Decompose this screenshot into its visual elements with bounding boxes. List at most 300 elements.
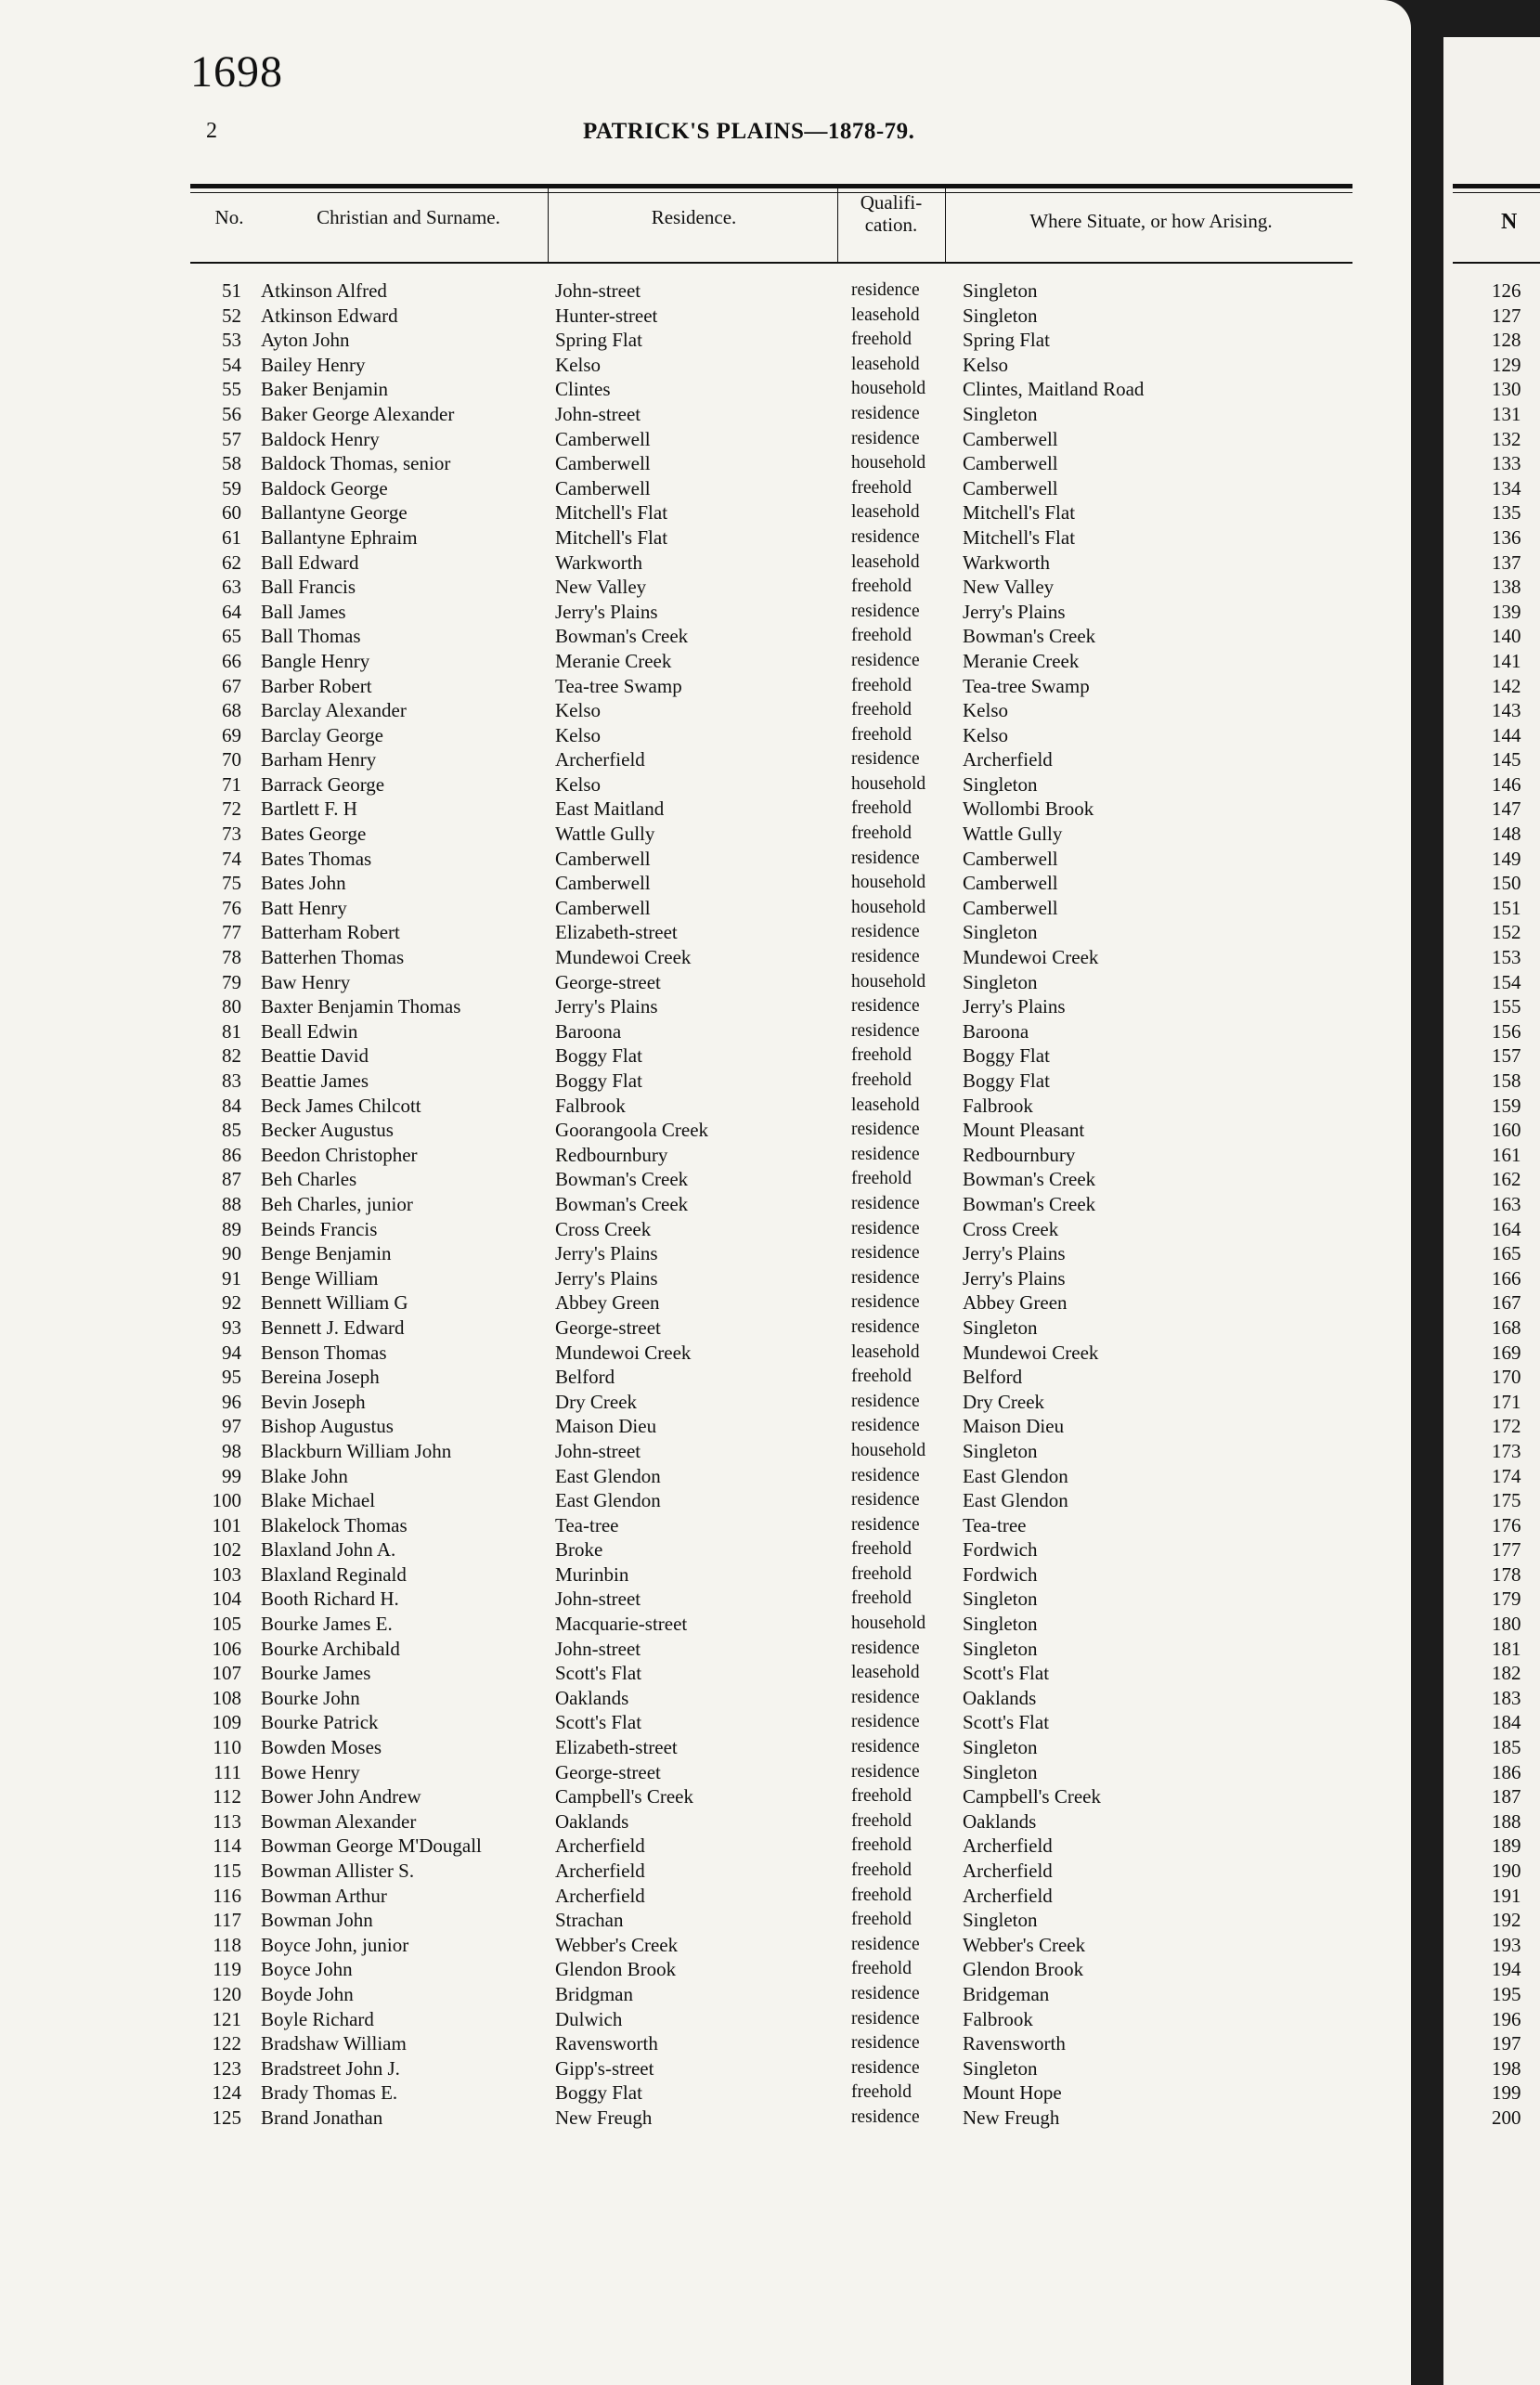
elector-name: Ball James — [261, 600, 346, 623]
table-row — [190, 847, 1352, 872]
qualification-cell: residence — [851, 1687, 920, 1707]
facing-column-header: N — [1501, 210, 1518, 234]
facing-entry-number: 151 — [1492, 896, 1521, 919]
residence-cell: Camberwell — [555, 452, 651, 475]
table-row — [190, 1809, 1352, 1834]
running-title: PATRICK'S PLAINS—1878-79. — [583, 119, 915, 144]
where-situate-cell: Mundewoi Creek — [963, 1341, 1099, 1364]
entry-number: 106 — [212, 1637, 241, 1660]
residence-cell: Murinbin — [555, 1562, 629, 1586]
facing-entry-number: 182 — [1492, 1662, 1521, 1685]
entry-number: 71 — [222, 772, 241, 796]
qualification-cell: residence — [851, 922, 920, 942]
qualification-cell: residence — [851, 1416, 920, 1436]
where-situate-cell: Camberwell — [963, 452, 1058, 475]
entry-number: 123 — [212, 2056, 241, 2080]
table-row — [190, 1043, 1352, 1069]
facing-entry-number: 145 — [1492, 748, 1521, 771]
entry-number: 107 — [212, 1662, 241, 1685]
facing-entry-number: 131 — [1492, 402, 1521, 425]
entry-number: 89 — [222, 1217, 241, 1240]
entry-number: 70 — [222, 748, 241, 771]
table-row — [190, 649, 1352, 674]
facing-entry-number: 171 — [1492, 1390, 1521, 1413]
where-situate-cell: Fordwich — [963, 1538, 1038, 1562]
residence-cell: Warkworth — [555, 551, 642, 574]
qualification-cell: residence — [851, 2106, 920, 2127]
residence-cell: New Freugh — [555, 2106, 653, 2129]
elector-name: Boyde John — [261, 1982, 354, 2005]
facing-entry-number: 148 — [1492, 823, 1521, 846]
qualification-cell: residence — [851, 403, 920, 423]
elector-name: Atkinson Edward — [261, 304, 398, 327]
residence-cell: Webber's Creek — [555, 1933, 679, 1956]
facing-entry-number: 156 — [1492, 1019, 1521, 1043]
table-row — [190, 1957, 1352, 1982]
qualification-cell: leasehold — [851, 305, 920, 325]
residence-cell: Bowman's Creek — [555, 625, 689, 648]
residence-cell: Jerry's Plains — [555, 995, 658, 1018]
entry-number: 57 — [222, 427, 241, 450]
elector-name: Benson Thomas — [261, 1341, 387, 1364]
residence-cell: Elizabeth-street — [555, 1736, 678, 1759]
residence-cell: Campbell's Creek — [555, 1785, 693, 1808]
table-row — [190, 747, 1352, 772]
where-situate-cell: Camberwell — [963, 896, 1058, 919]
table-row — [190, 822, 1352, 847]
elector-name: Batterham Robert — [261, 921, 400, 944]
entry-number: 105 — [212, 1613, 241, 1636]
table-row — [190, 1069, 1352, 1094]
residence-cell: Dulwich — [555, 2007, 623, 2030]
where-situate-cell: Belford — [963, 1366, 1023, 1389]
qualification-cell: freehold — [851, 1910, 912, 1930]
residence-cell: Strachan — [555, 1909, 624, 1932]
entry-number: 121 — [212, 2007, 241, 2030]
where-situate-cell: Clintes, Maitland Road — [963, 378, 1145, 401]
qualification-cell: freehold — [851, 724, 912, 745]
where-situate-cell: Warkworth — [963, 551, 1050, 574]
where-situate-cell: Singleton — [963, 1316, 1038, 1339]
entry-number: 84 — [222, 1094, 241, 1117]
residence-cell: Kelso — [555, 699, 601, 722]
qualification-cell: residence — [851, 1761, 920, 1782]
facing-entry-number: 150 — [1492, 872, 1521, 895]
table-row — [190, 451, 1352, 476]
residence-cell: Wattle Gully — [555, 823, 655, 846]
elector-name: Bangle Henry — [261, 649, 370, 672]
facing-entry-number: 128 — [1492, 329, 1521, 352]
where-situate-cell: Webber's Creek — [963, 1933, 1086, 1956]
qualification-cell: freehold — [851, 626, 912, 646]
elector-name: Bennett J. Edward — [261, 1316, 405, 1339]
facing-entry-number: 177 — [1492, 1538, 1521, 1562]
where-situate-cell: Ravensworth — [963, 2032, 1066, 2055]
entry-number: 99 — [222, 1464, 241, 1487]
qualification-cell: leasehold — [851, 1095, 920, 1115]
table-row — [190, 1316, 1352, 1341]
qualification-cell: leasehold — [851, 502, 920, 523]
where-situate-cell: Bowman's Creek — [963, 1168, 1096, 1191]
elector-name: Benge Benjamin — [261, 1242, 392, 1265]
facing-entry-number: 193 — [1492, 1933, 1521, 1956]
where-situate-cell: Wattle Gully — [963, 823, 1063, 846]
elector-name: Bowe Henry — [261, 1760, 360, 1783]
entry-number: 117 — [213, 1909, 241, 1932]
column-header-no: No. — [214, 206, 244, 228]
elector-name: Beck James Chilcott — [261, 1094, 421, 1117]
facing-entry-number: 198 — [1492, 2056, 1521, 2080]
elector-name: Baldock Henry — [261, 427, 380, 450]
residence-cell: Kelso — [555, 353, 601, 376]
qualification-cell: residence — [851, 2057, 920, 2078]
entry-number: 67 — [222, 674, 241, 697]
qualification-cell: residence — [851, 2008, 920, 2029]
residence-cell: Tea-tree — [555, 1513, 619, 1536]
qualification-cell: leasehold — [851, 551, 920, 572]
entry-number: 122 — [212, 2032, 241, 2055]
entry-number: 69 — [222, 723, 241, 746]
elector-name: Baker George Alexander — [261, 402, 455, 425]
entry-number: 91 — [222, 1266, 241, 1290]
elector-name: Benge William — [261, 1266, 379, 1290]
residence-cell: Scott's Flat — [555, 1662, 642, 1685]
entry-number: 78 — [222, 946, 241, 969]
elector-name: Barclay George — [261, 723, 383, 746]
header-rule-bottom — [190, 262, 1352, 264]
qualification-cell: freehold — [851, 1959, 912, 1979]
residence-cell: East Glendon — [555, 1489, 661, 1512]
table-row — [190, 427, 1352, 452]
where-situate-cell: Archerfield — [963, 1860, 1053, 1882]
entry-number: 100 — [212, 1489, 241, 1512]
facing-entry-number: 183 — [1492, 1686, 1521, 1709]
qualification-cell: residence — [851, 1514, 920, 1535]
entry-number: 65 — [222, 625, 241, 648]
qualification-cell: freehold — [851, 1810, 912, 1831]
residence-cell: Cross Creek — [555, 1217, 652, 1240]
facing-entry-number: 173 — [1492, 1439, 1521, 1462]
where-situate-cell: Kelso — [963, 699, 1008, 722]
qualification-cell: residence — [851, 1243, 920, 1264]
facing-entry-number: 127 — [1492, 304, 1521, 327]
residence-cell: Belford — [555, 1366, 615, 1389]
table-row — [190, 402, 1352, 427]
qualification-cell: freehold — [851, 1539, 912, 1560]
table-row — [190, 1390, 1352, 1415]
facing-entry-number: 170 — [1492, 1366, 1521, 1389]
qualification-cell: residence — [851, 1193, 920, 1213]
facing-entry-number: 179 — [1492, 1588, 1521, 1611]
table-row — [190, 1192, 1352, 1217]
table-row — [190, 304, 1352, 329]
table-row — [190, 674, 1352, 699]
qualification-cell: freehold — [851, 1045, 912, 1066]
table-row — [190, 600, 1352, 625]
qualification-cell: residence — [851, 1020, 920, 1041]
qualification-cell: freehold — [851, 1885, 912, 1905]
residence-cell: John-street — [555, 1588, 641, 1611]
elector-name: Booth Richard H. — [261, 1588, 399, 1611]
where-situate-cell: Singleton — [963, 772, 1038, 796]
qualification-cell: freehold — [851, 1070, 912, 1090]
elector-name: Brady Thomas E. — [261, 2081, 398, 2105]
where-situate-cell: Singleton — [963, 279, 1038, 302]
entry-number: 101 — [212, 1513, 241, 1536]
qualification-cell: residence — [851, 1983, 920, 2003]
residence-cell: Archerfield — [555, 1860, 645, 1882]
entry-number: 56 — [222, 402, 241, 425]
qualification-cell: residence — [851, 1391, 920, 1411]
table-row — [190, 1217, 1352, 1242]
entry-number: 73 — [222, 823, 241, 846]
where-situate-cell: Campbell's Creek — [963, 1785, 1101, 1808]
where-situate-cell: Bowman's Creek — [963, 1192, 1096, 1215]
facing-entry-number: 160 — [1492, 1119, 1521, 1142]
residence-cell: Tea-tree Swamp — [555, 674, 682, 697]
elector-name: Bates John — [261, 872, 346, 895]
where-situate-cell: Camberwell — [963, 872, 1058, 895]
column-divider — [837, 186, 838, 262]
residence-cell: East Maitland — [555, 797, 665, 821]
table-row — [190, 1365, 1352, 1390]
elector-name: Ball Francis — [261, 576, 356, 599]
qualification-cell: residence — [851, 848, 920, 868]
facing-entry-number: 132 — [1492, 427, 1521, 450]
where-situate-cell: Archerfield — [963, 1884, 1053, 1907]
entry-number: 66 — [222, 649, 241, 672]
residence-cell: Oaklands — [555, 1809, 629, 1833]
qualification-cell: residence — [851, 1737, 920, 1757]
qualification-cell: leasehold — [851, 1663, 920, 1683]
residence-cell: Camberwell — [555, 427, 651, 450]
residence-cell: John-street — [555, 279, 641, 302]
elector-name: Bourke Archibald — [261, 1637, 400, 1660]
where-situate-cell: Jerry's Plains — [963, 995, 1066, 1018]
facing-entry-number: 189 — [1492, 1834, 1521, 1858]
residence-cell: Gipp's-street — [555, 2056, 654, 2080]
table-row — [190, 1341, 1352, 1366]
elector-name: Barber Robert — [261, 674, 372, 697]
facing-entry-number: 133 — [1492, 452, 1521, 475]
table-row — [190, 1637, 1352, 1662]
where-situate-cell: Redbournbury — [963, 1143, 1076, 1166]
facing-entry-number: 166 — [1492, 1266, 1521, 1290]
facing-entry-number: 163 — [1492, 1192, 1521, 1215]
residence-cell: Camberwell — [555, 847, 651, 870]
residence-cell: Boggy Flat — [555, 2081, 642, 2105]
where-situate-cell: Spring Flat — [963, 329, 1050, 352]
table-row — [190, 1143, 1352, 1168]
entry-number: 79 — [222, 970, 241, 993]
qualification-cell: freehold — [851, 1563, 912, 1584]
elector-name: Blakelock Thomas — [261, 1513, 408, 1536]
qualification-cell: residence — [851, 650, 920, 670]
table-row — [190, 1661, 1352, 1686]
where-situate-cell: Archerfield — [963, 748, 1053, 771]
where-situate-cell: Singleton — [963, 2056, 1038, 2080]
elector-name: Batterhen Thomas — [261, 946, 405, 969]
table-row — [190, 1241, 1352, 1266]
facing-entry-number: 140 — [1492, 625, 1521, 648]
table-row — [190, 2106, 1352, 2131]
residence-cell: Meranie Creek — [555, 649, 672, 672]
residence-cell: Bowman's Creek — [555, 1168, 689, 1191]
elector-name: Bourke Patrick — [261, 1711, 379, 1734]
where-situate-cell: Oaklands — [963, 1686, 1037, 1709]
table-row — [190, 1859, 1352, 1884]
residence-cell: Spring Flat — [555, 329, 642, 352]
elector-name: Bowman Alexander — [261, 1809, 417, 1833]
qualification-cell: residence — [851, 1316, 920, 1337]
entry-number: 120 — [212, 1982, 241, 2005]
entry-number: 124 — [212, 2081, 241, 2105]
entry-number: 88 — [222, 1192, 241, 1215]
where-situate-cell: Falbrook — [963, 2007, 1033, 2030]
elector-name: Boyce John — [261, 1958, 353, 1981]
facing-entry-number: 161 — [1492, 1143, 1521, 1166]
facing-entry-number: 152 — [1492, 921, 1521, 944]
entry-number: 64 — [222, 600, 241, 623]
entry-number: 54 — [222, 353, 241, 376]
facing-entry-number: 153 — [1492, 946, 1521, 969]
qualification-cell: residence — [851, 601, 920, 621]
residence-cell: Redbournbury — [555, 1143, 668, 1166]
residence-cell: Falbrook — [555, 1094, 626, 1117]
where-situate-cell: Camberwell — [963, 476, 1058, 499]
where-situate-cell: Tea-tree — [963, 1513, 1027, 1536]
where-situate-cell: Tea-tree Swamp — [963, 674, 1090, 697]
facing-entry-number: 167 — [1492, 1291, 1521, 1315]
table-row — [190, 698, 1352, 723]
qualification-cell: residence — [851, 526, 920, 547]
residence-cell: George-street — [555, 970, 661, 993]
where-situate-cell: Scott's Flat — [963, 1711, 1050, 1734]
qualification-cell: residence — [851, 280, 920, 300]
table-row — [190, 1439, 1352, 1464]
entry-number: 95 — [222, 1366, 241, 1389]
residence-cell: New Valley — [555, 576, 647, 599]
entry-number: 59 — [222, 476, 241, 499]
facing-entry-number: 194 — [1492, 1958, 1521, 1981]
elector-name: Bartlett F. H — [261, 797, 357, 821]
where-situate-cell: Singleton — [963, 1439, 1038, 1462]
facing-entry-number: 159 — [1492, 1094, 1521, 1117]
facing-entry-number: 130 — [1492, 378, 1521, 401]
facing-entry-number: 192 — [1492, 1909, 1521, 1932]
where-situate-cell: Singleton — [963, 1736, 1038, 1759]
facing-entry-number: 136 — [1492, 525, 1521, 549]
qualification-cell: residence — [851, 947, 920, 967]
table-row — [190, 772, 1352, 797]
elector-name: Ballantyne George — [261, 501, 408, 525]
elector-name: Bourke John — [261, 1686, 360, 1709]
where-situate-cell: Jerry's Plains — [963, 1242, 1066, 1265]
table-row — [190, 575, 1352, 600]
table-row — [190, 2080, 1352, 2106]
entry-number: 115 — [213, 1860, 241, 1882]
qualification-cell: residence — [851, 1490, 920, 1510]
facing-entry-number: 146 — [1492, 772, 1521, 796]
where-situate-cell: Wollombi Brook — [963, 797, 1094, 821]
where-situate-cell: Maison Dieu — [963, 1415, 1065, 1438]
where-situate-cell: Singleton — [963, 304, 1038, 327]
table-row — [190, 1982, 1352, 2007]
where-situate-cell: Singleton — [963, 1613, 1038, 1636]
table-row — [190, 1513, 1352, 1538]
qualification-cell: freehold — [851, 477, 912, 498]
residence-cell: Ravensworth — [555, 2032, 658, 2055]
qualification-cell: household — [851, 897, 926, 917]
residence-cell: George-street — [555, 1760, 661, 1783]
facing-entry-number: 191 — [1492, 1884, 1521, 1907]
where-situate-cell: Singleton — [963, 970, 1038, 993]
qualification-cell: freehold — [851, 1169, 912, 1189]
table-row — [190, 1933, 1352, 1958]
table-row — [190, 2056, 1352, 2081]
facing-entry-number: 165 — [1492, 1242, 1521, 1265]
facing-entry-number: 162 — [1492, 1168, 1521, 1191]
elector-name: Beh Charles — [261, 1168, 357, 1191]
residence-cell: East Glendon — [555, 1464, 661, 1487]
qualification-cell: residence — [851, 1712, 920, 1732]
entry-number: 68 — [222, 699, 241, 722]
facing-entry-number: 147 — [1492, 797, 1521, 821]
table-row — [190, 2007, 1352, 2032]
elector-name: Baxter Benjamin Thomas — [261, 995, 461, 1018]
entry-number: 125 — [212, 2106, 241, 2129]
where-situate-cell: Camberwell — [963, 847, 1058, 870]
where-situate-cell: Archerfield — [963, 1834, 1053, 1858]
page-number: 2 — [206, 119, 217, 143]
entry-number: 108 — [212, 1686, 241, 1709]
residence-cell: Archerfield — [555, 748, 645, 771]
where-situate-cell: Boggy Flat — [963, 1044, 1050, 1068]
elector-name: Blaxland Reginald — [261, 1562, 407, 1586]
residence-cell: Oaklands — [555, 1686, 629, 1709]
elector-name: Blake John — [261, 1464, 348, 1487]
table-row — [190, 1908, 1352, 1933]
elector-name: Blaxland John A. — [261, 1538, 396, 1562]
column-divider — [548, 186, 549, 262]
where-situate-cell: Oaklands — [963, 1809, 1037, 1833]
column-header-residence: Residence. — [651, 206, 737, 228]
table-row — [190, 377, 1352, 402]
facing-entry-number: 144 — [1492, 723, 1521, 746]
table-row — [190, 1562, 1352, 1588]
qualification-cell: residence — [851, 1638, 920, 1658]
table-row — [190, 970, 1352, 995]
elector-name: Barham Henry — [261, 748, 377, 771]
qualification-cell: household — [851, 453, 926, 473]
residence-cell: Clintes — [555, 378, 611, 401]
facing-entry-number: 137 — [1492, 551, 1521, 574]
entry-number: 80 — [222, 995, 241, 1018]
table-row — [190, 1710, 1352, 1735]
where-situate-cell: Abbey Green — [963, 1291, 1068, 1315]
residence-cell: Mitchell's Flat — [555, 525, 668, 549]
facing-entry-number: 185 — [1492, 1736, 1521, 1759]
elector-name: Ball Edward — [261, 551, 359, 574]
entry-number: 114 — [213, 1834, 241, 1858]
where-situate-cell: Glendon Brook — [963, 1958, 1084, 1981]
entry-number: 60 — [222, 501, 241, 525]
residence-cell: Scott's Flat — [555, 1711, 642, 1734]
residence-cell: Jerry's Plains — [555, 600, 658, 623]
qualification-cell: household — [851, 1440, 926, 1460]
where-situate-cell: Baroona — [963, 1019, 1029, 1043]
residence-cell: Bowman's Creek — [555, 1192, 689, 1215]
